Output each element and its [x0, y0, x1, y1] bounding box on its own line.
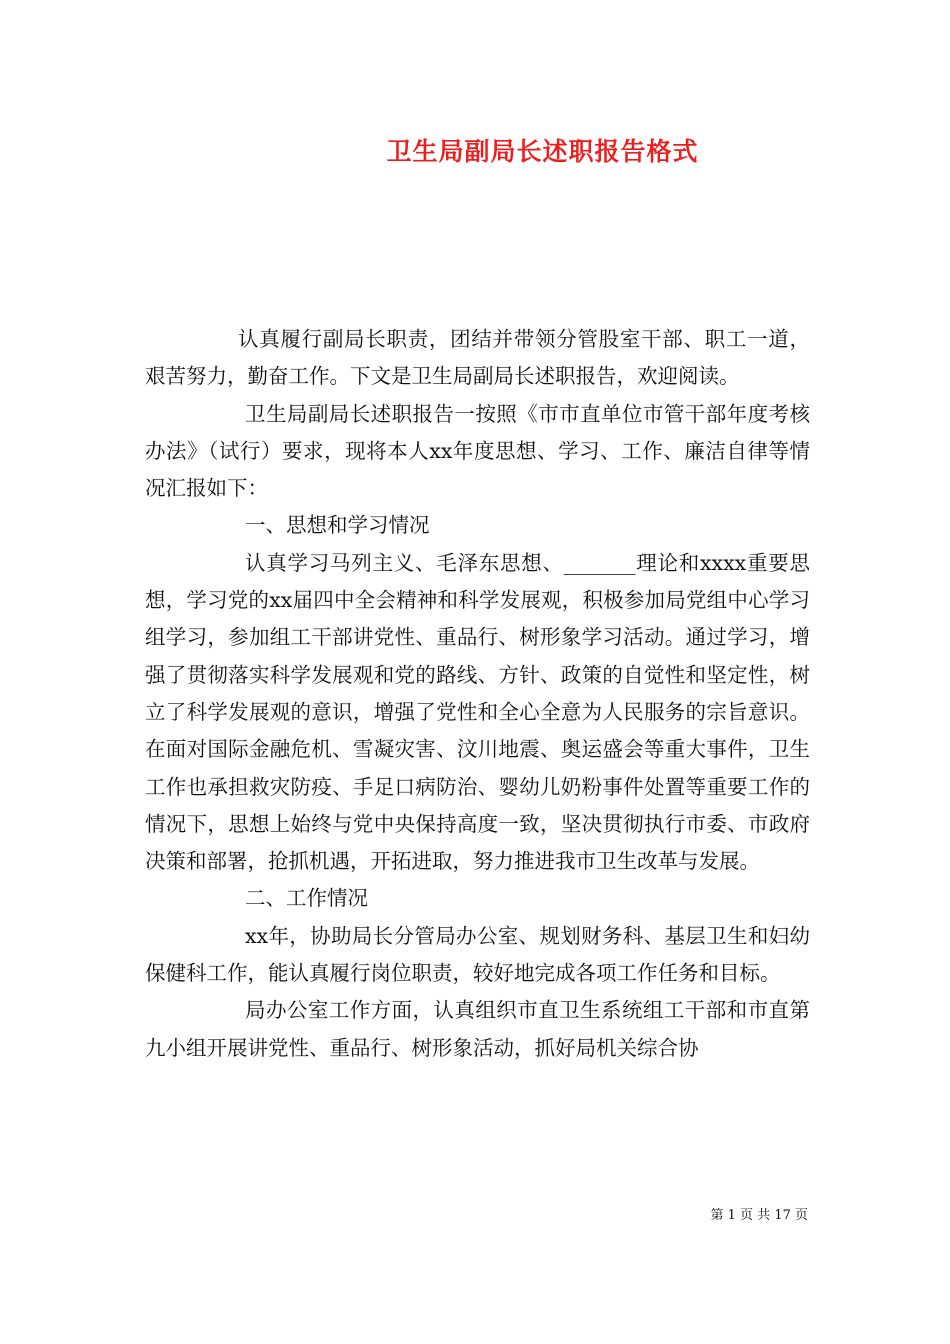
paragraph-report-opening: 卫生局副局长述职报告一按照《市市直单位市管干部年度考核办法》（试行）要求，现将本人xx年度思想、学习、工作、廉洁自律等情况汇报如下：: [145, 401, 810, 501]
page-title: 卫生局副局长述职报告格式: [386, 137, 699, 166]
section-heading-work: 二、工作情况: [245, 886, 368, 911]
paragraph-intro: 认真履行副局长职责，团结并带领分管股室干部、职工一道，艰苦努力，勤奋工作。下文是卫生局副局长述职报告，欢迎阅读。: [145, 327, 810, 389]
page-number: 第 1 页 共 17 页: [710, 1208, 808, 1223]
section-heading-thought-study: 一、思想和学习情况: [245, 513, 430, 538]
paragraph-office-work: 局办公室工作方面，认真组织市直卫生系统组工干部和市直第九小组开展讲党性、重品行、树形象活动，抓好局机关综合协: [145, 998, 810, 1060]
paragraph-thought-study: 认真学习马列主义、毛泽东思想、_______理论和xxxx重要思想，学习党的xx届四中全会精神和科学发展观，积极参加局党组中心学习组学习，参加组工干部讲党性、重品行、树形象学习活动。通过学习，增强了贯彻落实科学发展观和党的路线、方针、政策的自觉性和坚定性，树立了科学发展观的意识，增强了党性和全心全意为人民服务的宗旨意识。在面对国际金融危机、雪凝灾害、汶川地震、奥运盛会等重大事件，卫生工作也承担救灾防疫、手足口病防治、婴幼儿奶粉事件处置等重要工作的情况下，思想上始终与党中央保持高度一致，坚决贯彻执行市委、市政府决策和部署，抢抓机遇，开拓进取，努力推进我市卫生改革与发展。: [145, 550, 810, 874]
paragraph-work-summary: xx年，协助局长分管局办公室、规划财务科、基层卫生和妇幼保健科工作，能认真履行岗位职责，较好地完成各项工作任务和目标。: [145, 923, 810, 986]
document-body: [145, 321, 810, 1067]
